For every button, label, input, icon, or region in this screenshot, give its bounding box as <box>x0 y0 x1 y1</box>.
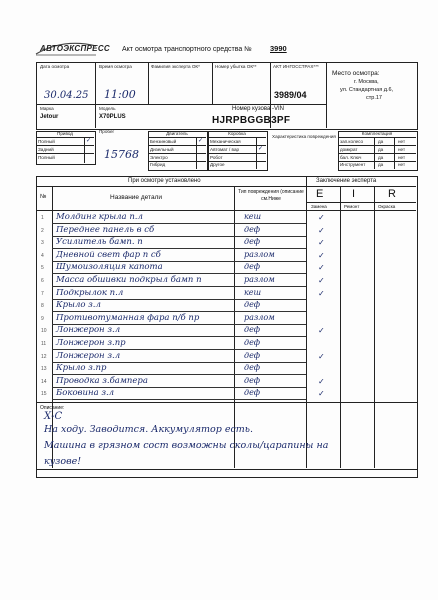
vin-label: Номер кузова -VIN <box>232 106 284 112</box>
drive-option-1: Полный <box>38 139 55 144</box>
damage-head: Характеристика повреждения <box>272 134 336 139</box>
row-detail: Лонжерон з.л <box>56 325 121 336</box>
row-damage-type: деф <box>244 363 261 373</box>
row-number: 5 <box>41 265 44 272</box>
row-damage-type: деф <box>244 388 261 398</box>
row-detail: Лонжерон з.л <box>56 350 121 361</box>
engine-option-4: Гибрид <box>150 162 166 167</box>
claim-label: Номер убытка ОК** <box>215 64 257 69</box>
document-title: Акт осмотра транспортного средства № <box>122 46 252 53</box>
kit-head: Комплектация <box>361 131 393 136</box>
mileage-value: 15768 <box>104 148 139 161</box>
row-number: 11 <box>41 341 47 347</box>
row-detail: Лонжерон з.пр <box>56 338 126 348</box>
kit-no-4: нет <box>398 162 406 167</box>
findings-title: При осмотре установлено <box>128 178 201 184</box>
gear-option-3: Робот <box>210 155 223 160</box>
row-detail: Масса обшивки подкрыл бамп п <box>56 275 202 285</box>
engine-check: ✓ <box>198 138 204 144</box>
mileage-label: Пробег <box>99 129 115 134</box>
model-label: Модель <box>99 106 116 111</box>
gear-option-2: Автомат / вар <box>210 147 240 152</box>
model-value: X70PLUS <box>99 114 126 120</box>
time-value: 11:00 <box>104 88 136 101</box>
place-line-2: ул. Стандартная д.6, <box>340 87 394 93</box>
row-damage-type: деф <box>244 325 261 335</box>
col-type: Тип повреждения (описание см.Ниже <box>238 189 304 202</box>
row-damage-type: деф <box>244 350 261 360</box>
ingos-value: 3989/04 <box>274 90 307 100</box>
row-replace-check: ✓ <box>318 389 325 399</box>
kit-option-1: зап.колесо <box>340 139 364 144</box>
kit-no-2: нет <box>398 147 406 152</box>
notes-line-2: На ходу. Заводится. Аккумулятор есть. <box>44 424 253 435</box>
row-number: 15 <box>41 391 47 398</box>
kit-no-3: нет <box>398 155 406 160</box>
drive-option-3: Полный <box>38 155 55 160</box>
row-replace-check: ✓ <box>318 250 325 260</box>
kit-option-4: Инструмент <box>340 162 366 167</box>
vin-value: HJRPBGGB3PF <box>212 115 291 126</box>
ingos-label: АКТ ИНГОССТРАХ*** <box>273 64 319 69</box>
row-number: 7 <box>41 290 44 297</box>
gear-option-1: Механическая <box>210 139 241 144</box>
col-i: I <box>352 188 356 200</box>
row-number: 13 <box>41 366 47 373</box>
date-value: 30.04.25 <box>44 90 89 101</box>
place-label: Место осмотра: <box>332 70 380 77</box>
row-detail: Шумоизоляция капота <box>56 262 163 273</box>
drive-check: ✓ <box>86 138 92 144</box>
row-damage-type: разлом <box>244 312 275 322</box>
row-damage-type: кеш <box>244 212 262 221</box>
gear-option-4: Другое <box>210 162 225 167</box>
col-r: R <box>388 188 396 200</box>
col-i-sub: Ремонт <box>344 204 360 209</box>
col-detail: Название детали <box>110 194 162 201</box>
engine-option-2: Дизельный <box>150 147 174 152</box>
gear-head: Коробка <box>228 131 246 136</box>
col-e: E <box>316 188 324 200</box>
row-replace-check: ✓ <box>318 351 325 361</box>
row-damage-type: деф <box>244 262 261 272</box>
row-damage-type: деф <box>244 300 261 310</box>
gear-check: ✓ <box>258 146 264 152</box>
kit-option-2: домкрат <box>340 147 358 152</box>
kit-yes-4: да <box>378 162 384 167</box>
row-damage-type: разлом <box>244 275 275 284</box>
row-detail: Противотуманная фара п/б пр <box>56 312 200 323</box>
row-detail: Проводка з.бампера <box>56 375 148 386</box>
row-replace-check: ✓ <box>318 238 325 248</box>
row-detail: Переднее панель в сб <box>56 224 155 235</box>
kit-yes-3: да <box>378 155 384 160</box>
document-number: 3990 <box>270 44 287 53</box>
col-e-sub: Замена <box>311 204 327 209</box>
row-damage-type: деф <box>244 224 261 234</box>
place-line-3: стр.17 <box>366 95 382 101</box>
kit-no-1: нет <box>398 139 406 144</box>
logo-text: АВТОЭКСПРЕСС <box>40 44 110 53</box>
row-detail: Крыло з.пр <box>56 363 107 374</box>
row-replace-check: ✓ <box>318 326 325 336</box>
engine-head: Двигатель <box>166 131 188 136</box>
row-number: 2 <box>41 227 44 234</box>
row-detail: Крыло з.л <box>56 300 101 311</box>
row-number: 9 <box>41 315 44 322</box>
notes-line-3: Машина в грязном сост возможны сколы/царапины на <box>44 440 329 451</box>
place-line-1: г. Москва, <box>354 79 379 85</box>
col-num: № <box>40 194 47 200</box>
row-replace-check: ✓ <box>318 288 325 298</box>
row-damage-type: разлом <box>244 249 275 259</box>
date-label: Дата осмотра <box>40 64 70 69</box>
kit-option-3: бал. Ключ <box>340 155 362 160</box>
row-replace-check: ✓ <box>318 276 325 285</box>
time-label: Время осмотра <box>99 64 132 69</box>
notes-line-4: кузове! <box>44 456 82 467</box>
row-detail: Молдинг крыла п.л <box>56 212 143 222</box>
row-detail: Подкрылок п.л <box>56 287 124 298</box>
row-number: 3 <box>41 240 44 247</box>
row-number: 10 <box>41 328 47 335</box>
expert-label: Фамилия эксперта ОК* <box>151 64 200 69</box>
row-number: 14 <box>41 378 47 385</box>
notes-line-1: Х-С <box>44 411 63 422</box>
row-number: 8 <box>41 303 44 310</box>
drive-option-2: Задний <box>38 147 54 152</box>
row-replace-check: ✓ <box>318 225 325 235</box>
expert-conclusion-title: Заключение эксперта <box>316 178 377 184</box>
col-r-sub: Окраска <box>378 204 396 209</box>
row-replace-check: ✓ <box>318 213 325 222</box>
brand-value: Jetour <box>40 114 59 120</box>
brand-label: Марка <box>40 106 54 111</box>
row-number: 4 <box>41 252 44 259</box>
row-damage-type: деф <box>244 338 261 347</box>
engine-option-1: Бензиновый <box>150 139 177 144</box>
row-detail: Боковина з.л <box>56 388 115 399</box>
row-number: 1 <box>41 215 44 221</box>
row-detail: Усилитель бамп. п <box>56 237 143 248</box>
row-replace-check: ✓ <box>318 263 325 273</box>
row-underline <box>52 399 306 400</box>
engine-option-3: Электро <box>150 155 168 160</box>
kit-yes-2: да <box>378 147 384 152</box>
row-number: 6 <box>41 278 44 284</box>
drive-head: Привод <box>57 131 73 136</box>
row-damage-type: деф <box>244 237 261 247</box>
row-number: 12 <box>41 353 47 360</box>
row-replace-check: ✓ <box>318 376 325 386</box>
row-detail: Дневной свет фар п сб <box>56 249 161 260</box>
notes-label: Описание: <box>40 405 65 411</box>
row-damage-type: кеш <box>244 287 262 297</box>
row-damage-type: деф <box>244 375 261 385</box>
kit-yes-1: да <box>378 139 384 144</box>
